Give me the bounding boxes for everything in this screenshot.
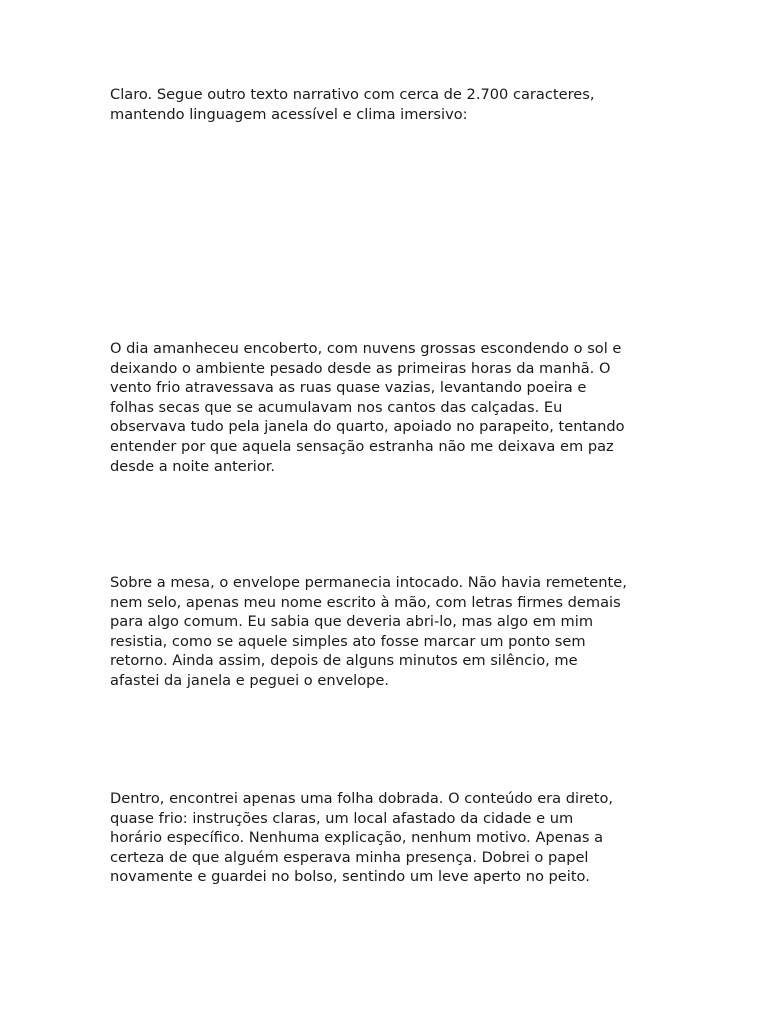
text-line: entender por que aquela sensação estranha não me deixava em paz bbox=[110, 437, 614, 455]
text-line: O dia amanheceu encoberto, com nuvens grossas escondendo o sol e bbox=[110, 340, 622, 357]
text-line: mantendo linguagem acessível e clima imersivo: bbox=[110, 105, 468, 123]
text-line: vento frio atravessava as ruas quase vazias, levantando poeira e bbox=[110, 379, 587, 397]
text-line: Claro. Segue outro texto narrativo com cerca de 2.700 caracteres, bbox=[110, 86, 595, 103]
text-line: Sobre a mesa, o envelope permanecia intocado. Não havia remetente, bbox=[110, 574, 627, 591]
text-line: certeza de que alguém esperava minha presença. Dobrei o papel bbox=[110, 848, 589, 866]
text-line: folhas secas que se acumulavam nos cantos das calçadas. Eu bbox=[110, 398, 563, 416]
text-line: novamente e guardei no bolso, sentindo um leve aperto no peito. bbox=[110, 868, 590, 886]
text-line: para algo comum. Eu sabia que deveria abri-lo, mas algo em mim bbox=[110, 613, 594, 631]
paragraph-1 bbox=[110, 339, 670, 476]
text-line: desde a noite anterior. bbox=[110, 457, 276, 475]
paragraph-3 bbox=[110, 789, 670, 887]
text-line: Dentro, encontrei apenas uma folha dobrada. O conteúdo era direto, bbox=[110, 790, 614, 807]
text-line: observava tudo pela janela do quarto, apoiado no parapeito, tentando bbox=[110, 418, 625, 436]
text-line: quase frio: instruções claras, um local afastado da cidade e um bbox=[110, 809, 574, 827]
paragraph-2 bbox=[110, 573, 670, 691]
text-line: nem selo, apenas meu nome escrito à mão, com letras firmes demais bbox=[110, 593, 621, 611]
text-line: horário específico. Nenhuma explicação, nenhum motivo. Apenas a bbox=[110, 829, 604, 847]
intro-paragraph bbox=[110, 85, 670, 124]
text-line: afastei da janela e peguei o envelope. bbox=[110, 671, 390, 689]
text-line: deixando o ambiente pesado desde as primeiras horas da manhã. O bbox=[110, 359, 611, 377]
text-line: resistia, como se aquele simples ato fosse marcar um ponto sem bbox=[110, 632, 586, 650]
text-line: retorno. Ainda assim, depois de alguns minutos em silêncio, me bbox=[110, 652, 578, 670]
